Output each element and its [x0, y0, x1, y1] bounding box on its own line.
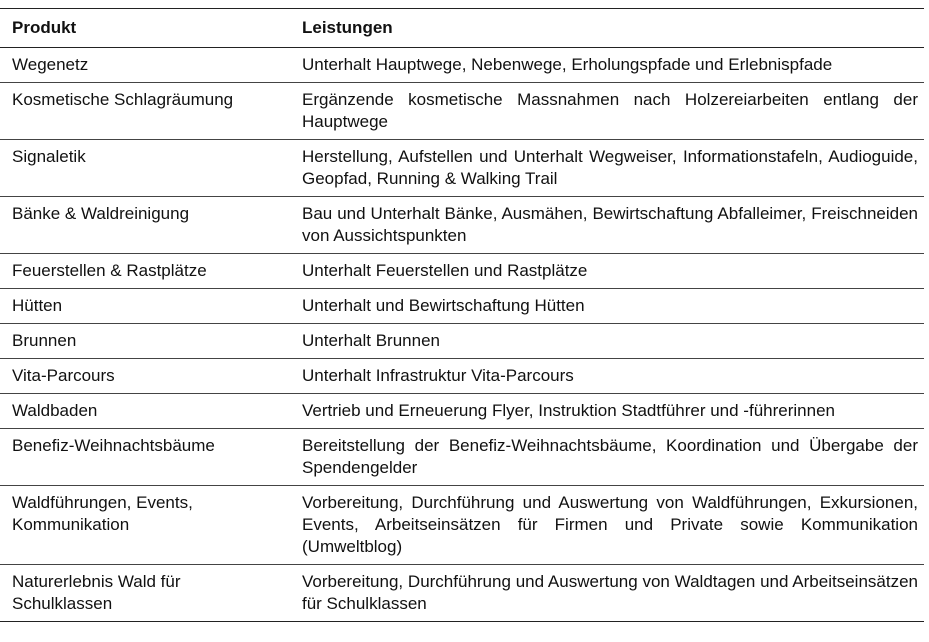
produkt-cell: Brunnen: [0, 324, 292, 359]
table-header-row: [0, 9, 924, 48]
table-row: [0, 197, 924, 254]
table-row: [0, 48, 924, 83]
leistungen-cell: Vorbereitung, Durchführung und Auswertung von Waldtagen und Arbeitseinsätzen für Schulklassen: [292, 565, 924, 622]
services-table-container: [0, 8, 924, 622]
table-row: [0, 140, 924, 197]
leistungen-cell: Unterhalt Hauptwege, Nebenwege, Erholungspfade und Erlebnispfade: [292, 48, 924, 83]
column-header-leistungen: Leistungen: [292, 9, 924, 48]
produkt-cell: Naturerlebnis Wald für Schulklassen: [0, 565, 292, 622]
table-row: [0, 429, 924, 486]
leistungen-cell: Vorbereitung, Durchführung und Auswertung von Waldführungen, Exkursionen, Events, Arbeitseinsätzen für Firmen und Private sowie Kommunikation (Umweltblog): [292, 486, 924, 565]
leistungen-cell: Herstellung, Aufstellen und Unterhalt Wegweiser, Informationstafeln, Audioguide, Geopfad, Running & Walking Trail: [292, 140, 924, 197]
table-row: [0, 324, 924, 359]
produkt-cell: Waldbaden: [0, 394, 292, 429]
column-header-produkt: Produkt: [0, 9, 292, 48]
services-table: [0, 8, 924, 622]
leistungen-cell: Bau und Unterhalt Bänke, Ausmähen, Bewirtschaftung Abfalleimer, Freischneiden von Aussichtspunkten: [292, 197, 924, 254]
leistungen-cell: Unterhalt Brunnen: [292, 324, 924, 359]
produkt-cell: Vita-Parcours: [0, 359, 292, 394]
produkt-cell: Wegenetz: [0, 48, 292, 83]
produkt-cell: Hütten: [0, 289, 292, 324]
table-row: [0, 254, 924, 289]
leistungen-cell: Vertrieb und Erneuerung Flyer, Instruktion Stadtführer und -führerinnen: [292, 394, 924, 429]
produkt-cell: Signaletik: [0, 140, 292, 197]
leistungen-cell: Bereitstellung der Benefiz-Weihnachtsbäume, Koordination und Übergabe der Spendengelder: [292, 429, 924, 486]
produkt-cell: Waldführungen, Events, Kommunikation: [0, 486, 292, 565]
leistungen-cell: Ergänzende kosmetische Massnahmen nach Holzereiarbeiten entlang der Hauptwege: [292, 83, 924, 140]
leistungen-cell: Unterhalt und Bewirtschaftung Hütten: [292, 289, 924, 324]
produkt-cell: Bänke & Waldreinigung: [0, 197, 292, 254]
leistungen-cell: Unterhalt Feuerstellen und Rastplätze: [292, 254, 924, 289]
table-row: [0, 359, 924, 394]
table-row: [0, 486, 924, 565]
table-row: [0, 289, 924, 324]
produkt-cell: Benefiz-Weihnachtsbäume: [0, 429, 292, 486]
table-row: [0, 394, 924, 429]
produkt-cell: Kosmetische Schlagräumung: [0, 83, 292, 140]
table-row: [0, 565, 924, 622]
produkt-cell: Feuerstellen & Rastplätze: [0, 254, 292, 289]
table-row: [0, 83, 924, 140]
leistungen-cell: Unterhalt Infrastruktur Vita-Parcours: [292, 359, 924, 394]
